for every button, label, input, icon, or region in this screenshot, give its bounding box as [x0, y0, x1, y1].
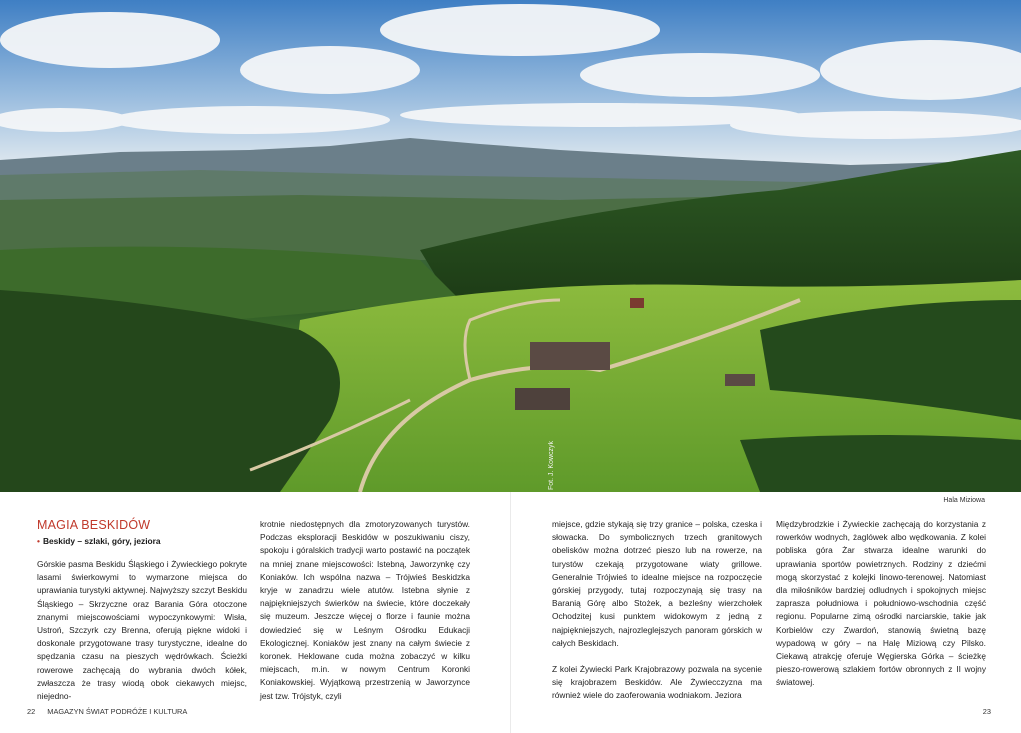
text-column-1	[37, 558, 247, 703]
article-title: MAGIA BESKIDÓW	[37, 518, 151, 532]
bullet-icon: •	[37, 536, 40, 546]
paragraph: miejsce, gdzie stykają się trzy granice – polska, czeska i słowacka. Do symbolicznych trzech granitowych obelisków można dotrzeć pieszo lub na rowerze, na turystów czekają przygotowane wiaty grillowe. Generalnie Trójwieś to idealne miejsce na rozpoczęcie górskiej przygody, tutaj rozpoczynają się trasy na Baranią Górę albo Stożek, a bezleśny wierzchołek Ochodzitej kusi punktem widokowym z jedną z najpiękniejszych, najrozleglejszych panoram górskich w całych Beskidach.	[552, 519, 762, 648]
text-column-2	[260, 518, 470, 703]
photo-caption: Hala Miziowa	[943, 497, 985, 504]
text-column-4	[776, 518, 986, 690]
paragraph: krotnie niedostępnych dla zmotoryzowanych turystów. Podczas eksploracji Beskidów w poszukiwaniu ciszy, spokoju i góralskich tradycji warto postawić na początek na mniej znane miejscowości: Istebną, Jaworzynkę czy Koniaków. Ich wspólna nazwa – Trójwieś Beskidzka kryje w zanadrzu wiele atutów. Istebna słynie z najpiękniejszych świerków na świecie, które doczekały się muzeum. Jeszcze więcej o florze i faunie można dowiedzieć się w Leśnym Ośrodku Edukacji Ekologicznej. Koniaków jest znany na całym świecie z koronek. Heklowane cuda można zobaczyć w kilku miejscach, m.in. w nowym Centrum Koronki Koniakowskiej. Wyjątkową przestrzenią w Jaworzynce jest tzw. Trójstyk, czyli	[260, 519, 470, 701]
page-number-left: 22	[27, 707, 36, 716]
magazine-name: MAGAZYN ŚWIAT PODRÓŻE I KULTURA	[47, 707, 188, 716]
photo-credit: Fot. J. Kowczyk	[548, 440, 555, 490]
page-number-right: 23	[982, 707, 991, 716]
article-subtitle	[37, 536, 161, 546]
paragraph: Międzybrodzkie i Żywieckie zachęcają do korzystania z rowerków wodnych, żaglówek albo wędkowania. Z kolei pobliska góra Żar stwarza idealne warunki do uprawiania sportów powietrznych. Rodziny z dziećmi mogą skorzystać z kolejki linowo-terenowej. Natomiast dla miłośników bardziej odludnych i spokojnych miejsc zaprasza południowa i południowo-wschodnia część regionu. Popularne zimą ośrodki narciarskie, takie jak Korbielów czy Zwardoń, stanowią świetną bazę wypadową w góry – na Halę Miziową czy Pilsko. Ciekawą atrakcję oferuje Węgierska Górka – ścieżkę pieszo-rowerową szlakiem fortów obronnych z II wojny światowej.	[776, 519, 986, 688]
text-column-3	[552, 518, 762, 703]
page-spine-divider	[510, 492, 511, 733]
paragraph: Z kolei Żywiecki Park Krajobrazowy pozwala na sycenie się krajobrazem Beskidów. Ale Żywiecczyzna ma również wiele do zaoferowania wodniakom. Jeziora	[552, 664, 762, 701]
paragraph: Górskie pasma Beskidu Śląskiego i Żywieckiego pokryte lasami świerkowymi to wymarzone miejsca do uprawiania turystyki aktywnej. Najwyższy szczyt Beskidu Śląskiego – Skrzyczne oraz Barania Góra otoczone znanymi miejscowościami wypoczynkowymi: Wisła, Ustroń, Szczyrk czy Brenna, oferują piękne widoki i doskonale przygotowane trasy turystyczne, idealne do spędzania czasu na pieszych wędrówkach. Ścieżki rowerowe zachęcają do wybrania dwóch kółek, zwłaszcza że trasy wiodą obok ciekawych miejsc, niejedno-	[37, 559, 247, 702]
footer-left	[27, 707, 187, 716]
subtitle-text: Beskidy – szlaki, góry, jeziora	[42, 536, 161, 546]
